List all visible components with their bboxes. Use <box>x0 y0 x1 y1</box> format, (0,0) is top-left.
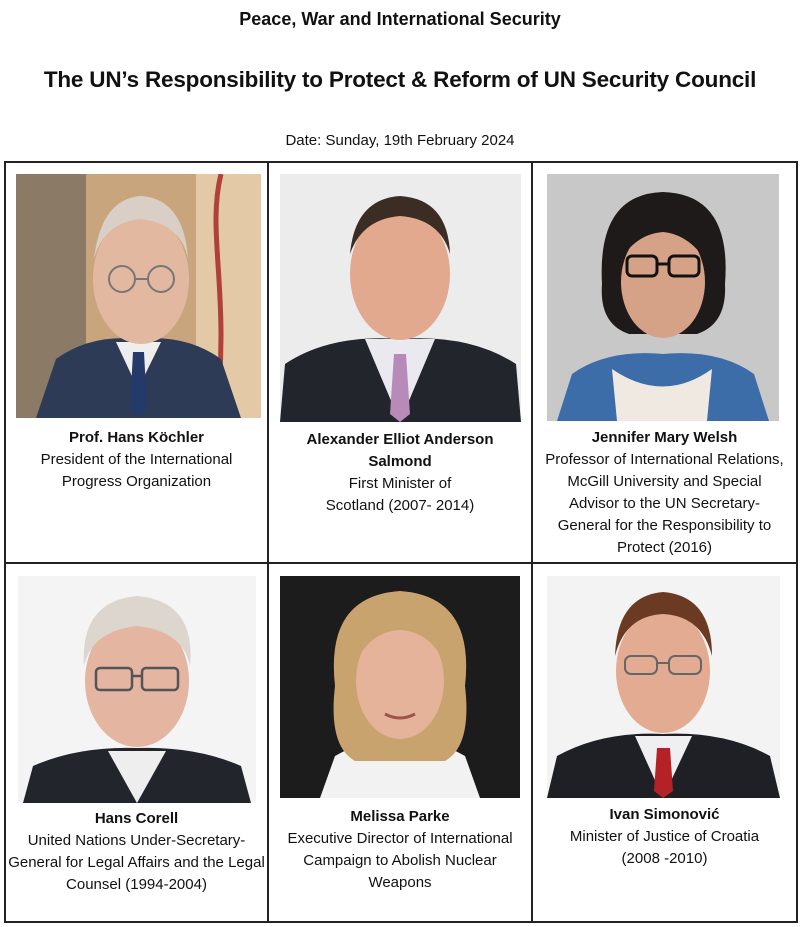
speaker-name: Melissa Parke <box>350 808 450 825</box>
speaker-name: Alexander Elliot Anderson Salmond <box>306 431 494 470</box>
speaker-card-simonovic <box>533 564 796 921</box>
speaker-photo-salmond <box>280 174 521 422</box>
speaker-photo-kochler <box>16 174 261 418</box>
series-title: Peace, War and International Security <box>239 9 561 29</box>
speaker-caption <box>533 804 796 870</box>
speaker-photo-welsh <box>547 174 779 421</box>
speaker-role: President of the International Progress Organization <box>40 451 233 490</box>
speaker-role: Minister of Justice of Croatia (2008 -2010) <box>569 828 760 867</box>
speakers-grid <box>4 161 798 923</box>
speaker-name: Ivan Simonović <box>609 806 720 823</box>
speaker-photo-simonovic <box>547 576 780 798</box>
speaker-role: First Minister of Scotland (2007- 2014) <box>325 475 475 514</box>
speaker-caption <box>6 427 267 493</box>
speaker-card-kochler <box>6 163 269 564</box>
speaker-role: United Nations Under-Secretary-General for Legal Affairs and the Legal Counsel (1994-2004) <box>8 832 265 893</box>
speaker-role: Executive Director of International Campaign to Abolish Nuclear Weapons <box>287 830 513 891</box>
speaker-name: Hans Corell <box>94 810 179 827</box>
speaker-card-salmond <box>269 163 533 564</box>
speaker-caption <box>6 808 267 896</box>
speaker-role: Professor of International Relations, McGill University and Special Advisor to the UN Secretary-General for the Responsibility to Protect (2016) <box>545 451 784 556</box>
speaker-card-parke <box>269 564 533 921</box>
speaker-card-corell <box>6 564 269 921</box>
page-title: The UN’s Responsibility to Protect & Reform of UN Security Council <box>43 67 757 92</box>
event-date: Date: Sunday, 19th February 2024 <box>285 132 515 149</box>
speaker-card-welsh <box>533 163 796 564</box>
speaker-caption <box>533 427 796 559</box>
speaker-photo-parke <box>280 576 520 798</box>
speaker-caption <box>269 429 531 517</box>
speaker-name: Jennifer Mary Welsh <box>591 429 738 446</box>
speaker-name: Prof. Hans Köchler <box>68 429 205 446</box>
speaker-photo-corell <box>18 576 256 803</box>
speaker-caption <box>269 806 531 894</box>
